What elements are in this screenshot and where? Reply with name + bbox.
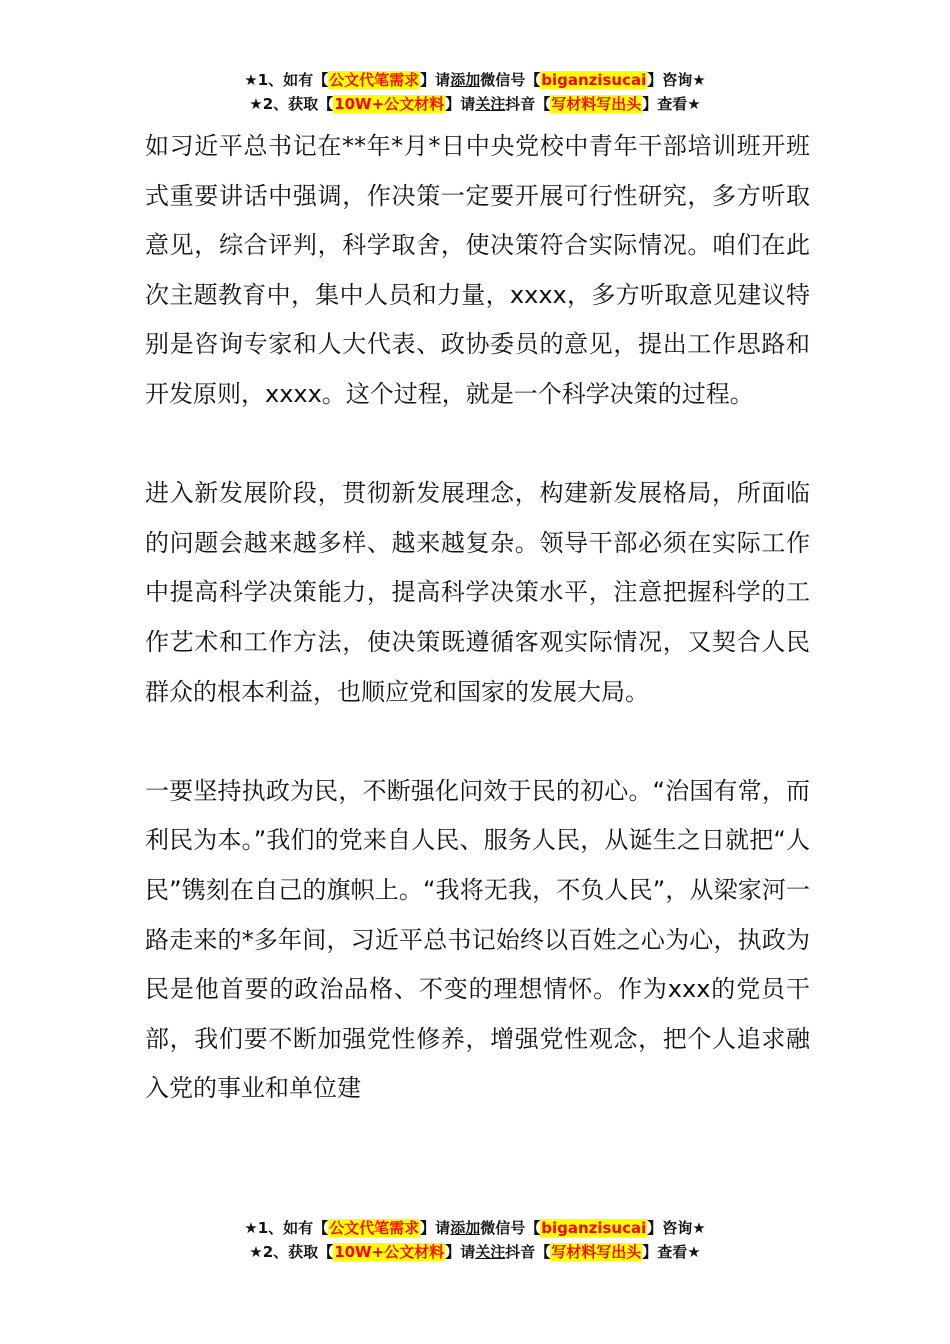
promo-line-2: ★2、获取【10W+公文材料】请关注抖音【写材料写出头】查看★	[249, 1243, 701, 1261]
paragraph-2: 进入新发展阶段，贯彻新发展理念，构建新发展格局，所面临的问题会越来越多样、越来越复杂。领导干部必须在实际工作中提高科学决策能力，提高科学决策水平，注意把握科学的工作艺术和工作方法，使决策既遵循客观实际情况，又契合人民群众的根本利益，也顺应党和国家的发展大局。	[145, 479, 810, 706]
promo-line-1: ★1、如有【公文代笔需求】请添加微信号【biganzisucai】咨询★	[244, 1219, 706, 1237]
paragraph-spacer	[145, 420, 810, 470]
paragraph-3: 一要坚持执政为民，不断强化问效于民的初心。“治国有常，而利民为本。”我们的党来自人民、服务人民，从诞生之日就把“人民”镌刻在自己的旗帜上。“我将无我，不负人民”，从梁家河一路走来的*多年间，习近平总书记始终以百姓之心为心，执政为民是他首要的政治品格、不变的理想情怀。作为xxx的党员干部，我们要不断加强党性修养，增强党性观念，把个人追求融入党的事业和单位建	[145, 776, 810, 1103]
highlight-wechat-id: biganzisucai	[541, 1219, 647, 1237]
promo-line-1: ★1、如有【公文代笔需求】请添加微信号【biganzisucai】咨询★	[244, 71, 706, 89]
promo-line-2: ★2、获取【10W+公文材料】请关注抖音【写材料写出头】查看★	[249, 95, 701, 113]
promo-header	[0, 68, 950, 116]
highlight-douyin-account: 写材料写出头	[551, 95, 642, 113]
document-body	[145, 122, 810, 1114]
highlight-materials: 10W+公文材料	[334, 95, 445, 113]
highlight-douyin-account: 写材料写出头	[551, 1243, 642, 1261]
highlight-service: 公文代笔需求	[329, 71, 420, 89]
paragraph-1: 如习近平总书记在**年*月*日中央党校中青年干部培训班开班式重要讲话中强调，作决策一定要开展可行性研究，多方听取意见，综合评判，科学取舍，使决策符合实际情况。咱们在此次主题教育中，集中人员和力量，xxxx，多方听取意见建议特别是咨询专家和人大代表、政协委员的意见，提出工作思路和开发原则，xxxx。这个过程，就是一个科学决策的过程。	[145, 132, 810, 408]
highlight-materials: 10W+公文材料	[334, 1243, 445, 1261]
highlight-wechat-id: biganzisucai	[541, 71, 647, 89]
highlight-service: 公文代笔需求	[329, 1219, 420, 1237]
promo-footer	[0, 1216, 950, 1264]
paragraph-spacer	[145, 717, 810, 767]
